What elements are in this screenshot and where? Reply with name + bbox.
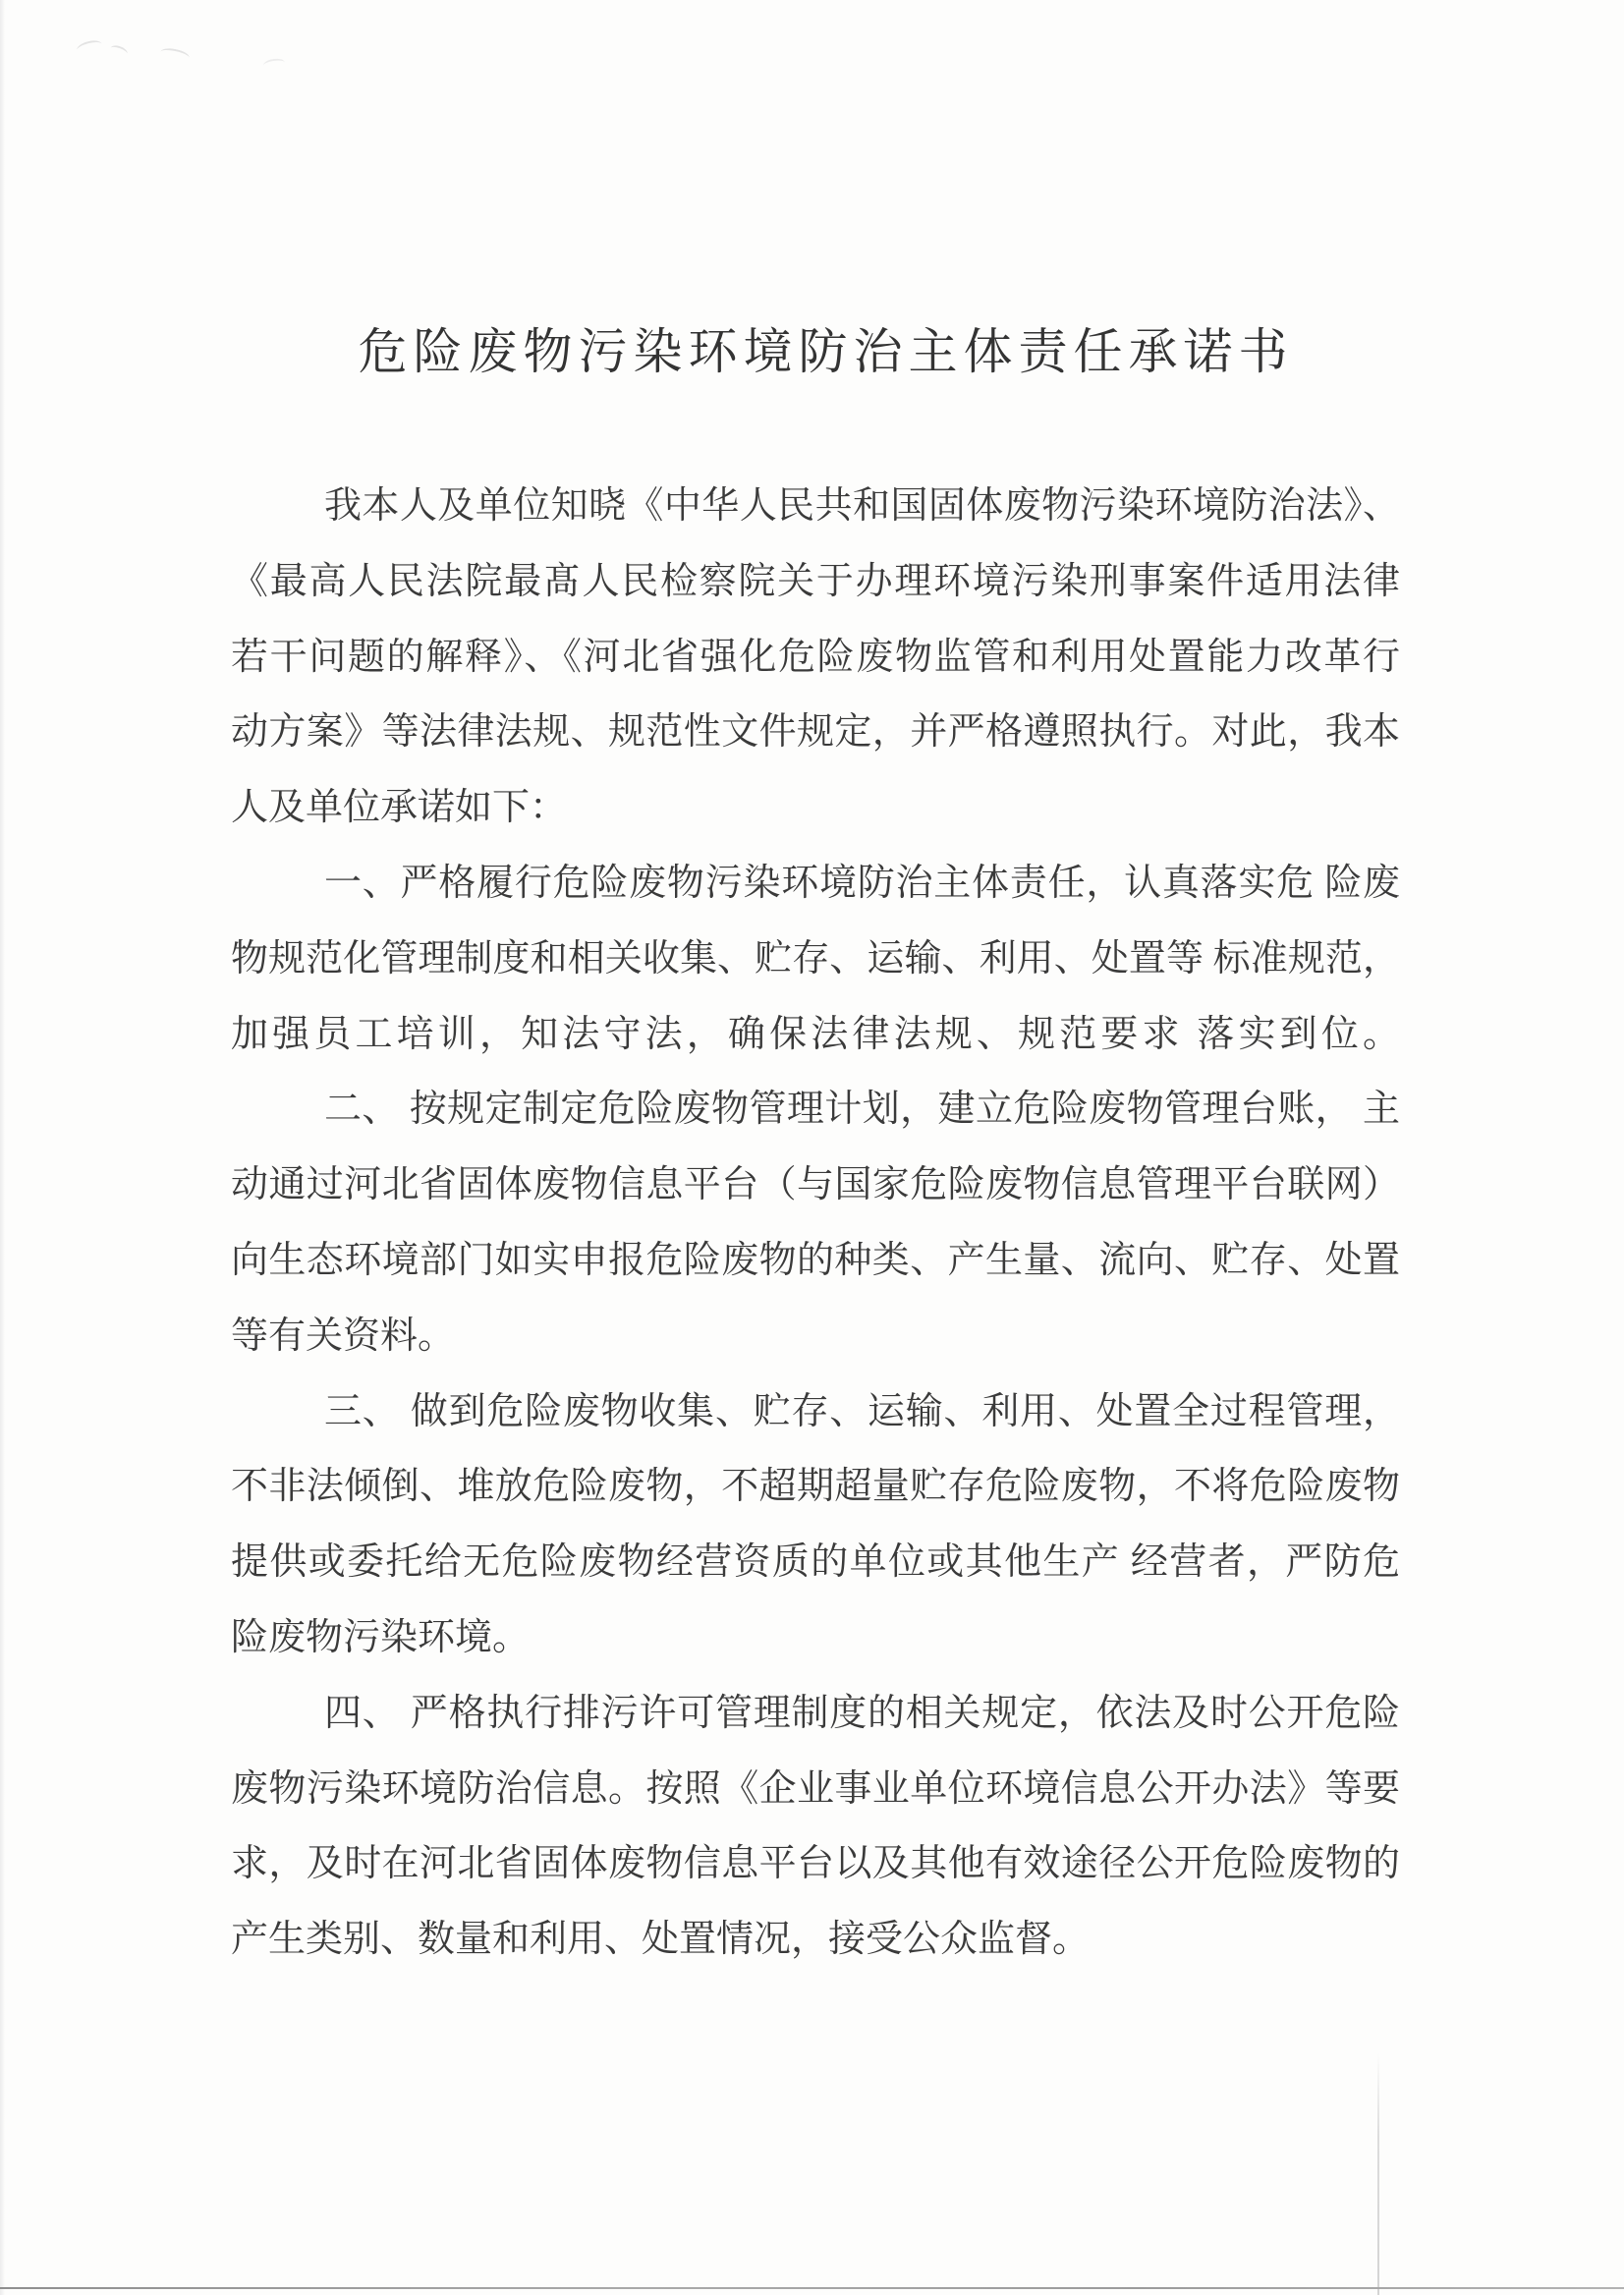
page-bottom-edge-line (0, 2287, 1624, 2289)
text-line-7: 物规范化管理制度和相关收集、贮存、运输、利用、处置等 标准规范， (231, 937, 1400, 980)
text-line-14: 不非法倾倒、堆放危险废物，不超期超量贮存危险废物，不将危险废物 (231, 1466, 1400, 1508)
document-body (231, 469, 1400, 1978)
text-line-16: 险废物污染环境。 (231, 1616, 531, 1658)
text-line-11: 向生态环境部门如实申报危险废物的种类、产生量、流向、贮存、处置 (231, 1239, 1400, 1281)
text-line-3: 若干问题的解释》、《河北省强化危险废物监管和利用处置能力改革行 (231, 636, 1400, 678)
text-line-2: 《最高人民法院最髙人民检察院关于办理环境污染刑事案件适用法律 (231, 560, 1400, 602)
text-line-20: 产生类别、数量和利用、处置情况，接受公众监督。 (231, 1919, 1091, 1961)
text-line-12: 等有关资料。 (231, 1315, 456, 1357)
text-line-9: 二、 按规定制定危险废物管理计划，建立危险废物管理台账， 主 (324, 1089, 1400, 1131)
text-line-1: 我本人及单位知晓《中华人民共和国固体废物污染环境防治法》、 (324, 485, 1400, 527)
text-line-8: 加强员工培训，知法守法，确保法律法规、规范要求 落实到位。 (231, 1013, 1400, 1055)
text-line-19: 求，及时在河北省固体废物信息平台以及其他有效途径公开危险废物的 (231, 1843, 1400, 1885)
text-line-5: 人及单位承诺如下： (231, 787, 568, 829)
text-line-10: 动通过河北省固体废物信息平台（与国家危险废物信息管理平台联网） (231, 1164, 1400, 1206)
text-line-18: 废物污染环境防治信息。按照《企业事业单位环境信息公开办法》等要 (231, 1767, 1400, 1810)
page-title: 危险废物污染环境防治主体责任承诺书 (358, 324, 1294, 379)
scan-smudge (76, 38, 103, 56)
scan-smudge (109, 43, 129, 59)
scan-smudge (159, 46, 191, 64)
text-line-15: 提供或委托给无危险废物经营资质的单位或其他生产 经营者，严防危 (231, 1541, 1400, 1584)
text-line-17: 四、 严格执行排污许可管理制度的相关规定，依法及时公开危险 (324, 1692, 1400, 1734)
scan-edge-shading (0, 0, 5, 2295)
text-line-6: 一、严格履行危险废物污染环境防治主体责任，认真落实危 险废 (324, 862, 1400, 904)
scan-smudge (262, 58, 285, 71)
scan-crease-line (1377, 2053, 1379, 2295)
text-line-4: 动方案》等法律法规、规范性文件规定，并严格遵照执行。对此，我本 (231, 711, 1400, 754)
text-line-13: 三、 做到危险废物收集、贮存、运输、利用、处置全过程管理， (324, 1390, 1400, 1432)
